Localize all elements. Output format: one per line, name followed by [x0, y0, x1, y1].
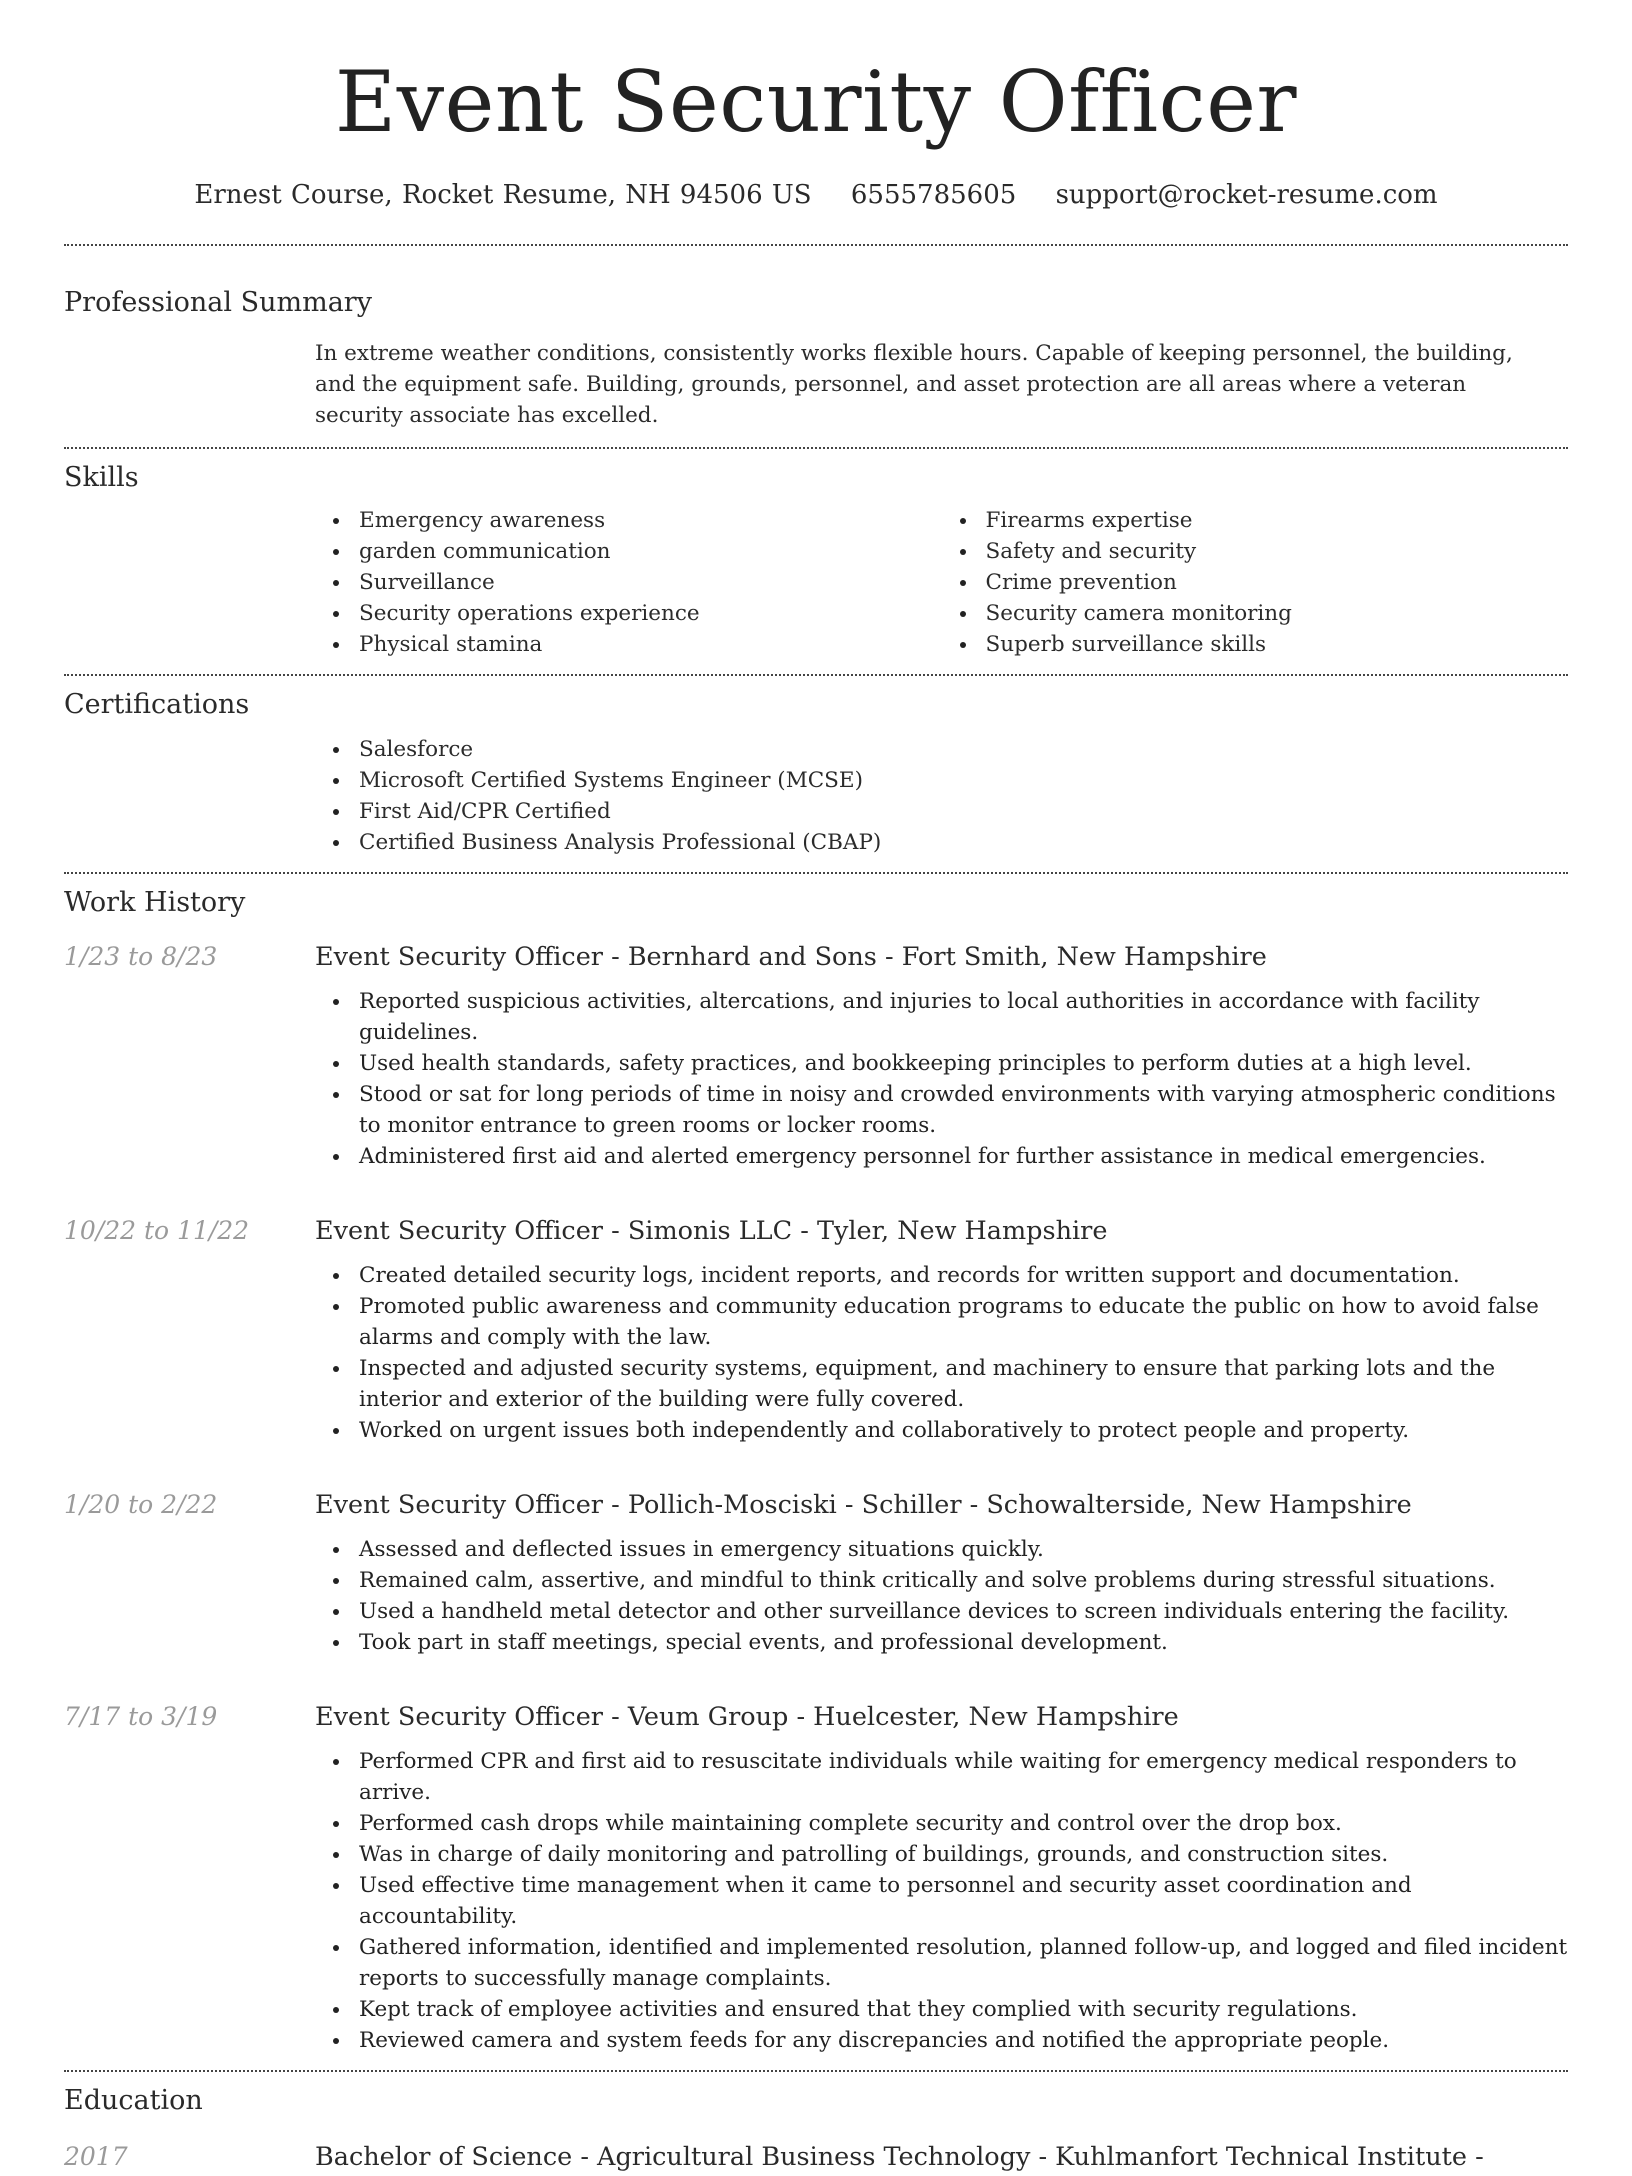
job-duty: Reported suspicious activities, altercations, and injuries to local authorities in accordance with facility guidelines.	[359, 986, 1568, 1048]
skill-item: Security camera monitoring	[986, 598, 1569, 629]
job-duties	[315, 976, 1568, 1194]
certifications-section	[64, 676, 1568, 872]
resume-header	[64, 0, 1568, 212]
job-duty: Used a handheld metal detector and other surveillance devices to screen individuals entering the facility.	[359, 1596, 1568, 1627]
job-duty: Gathered information, identified and implemented resolution, planned follow-up, and logged and filed incident reports to successfully manage complaints.	[359, 1932, 1568, 1994]
job-entry	[64, 1680, 1568, 2070]
certification-item: Microsoft Certified Systems Engineer (MCSE)	[359, 765, 1568, 796]
education-heading-line: Bachelor of Science - Agricultural Business Technology - Kuhlmanfort Technical Institute -	[315, 2142, 1484, 2172]
job-duty: Created detailed security logs, incident reports, and records for written support and documentation.	[359, 1260, 1568, 1291]
job-duty: Remained calm, assertive, and mindful to think critically and solve problems during stressful situations.	[359, 1565, 1568, 1596]
skill-item: Security operations experience	[359, 598, 942, 629]
certification-item: Certified Business Analysis Professional (CBAP)	[359, 827, 1568, 858]
job-dates: 10/22 to 11/22	[64, 1216, 250, 1245]
skill-item: Firearms expertise	[986, 505, 1569, 536]
job-entry	[64, 920, 1568, 1194]
job-heading: Event Security Officer - Veum Group - Huelcester, New Hampshire	[315, 1702, 1179, 1732]
contact-address: Ernest Course, Rocket Resume, NH 94506 US	[194, 180, 812, 210]
candidate-title: Event Security Officer	[334, 53, 1298, 151]
job-heading: Event Security Officer - Simonis LLC - Tyler, New Hampshire	[315, 1216, 1108, 1246]
job-duty: Was in charge of daily monitoring and patrolling of buildings, grounds, and construction sites.	[359, 1839, 1568, 1870]
skills-column-left	[315, 505, 942, 660]
skill-item: Physical stamina	[359, 629, 942, 660]
skill-item: Surveillance	[359, 567, 942, 598]
job-duty: Performed CPR and first aid to resuscitate individuals while waiting for emergency medical responders to arrive.	[359, 1746, 1568, 1808]
job-duty: Took part in staff meetings, special events, and professional development.	[359, 1627, 1568, 1658]
job-heading: Event Security Officer - Bernhard and Sons - Fort Smith, New Hampshire	[315, 942, 1267, 972]
job-duty: Administered first aid and alerted emergency personnel for further assistance in medical emergencies.	[359, 1141, 1568, 1172]
contact-phone: 6555785605	[850, 180, 1017, 210]
job-duty: Promoted public awareness and community education programs to educate the public on how to avoid false alarms and comply with the law.	[359, 1291, 1568, 1353]
job-duty: Worked on urgent issues both independently and collaboratively to protect people and property.	[359, 1415, 1568, 1446]
certifications-list-wrap	[315, 722, 1568, 872]
education-entry	[64, 2118, 1568, 2176]
job-duty: Reviewed camera and system feeds for any discrepancies and notified the appropriate people.	[359, 2025, 1568, 2056]
certifications-list	[315, 734, 1568, 858]
job-dates: 1/20 to 2/22	[64, 1490, 218, 1519]
contact-email: support@rocket-resume.com	[1055, 180, 1438, 210]
summary-text: In extreme weather conditions, consistently works flexible hours. Capable of keeping personnel, the building, and the equipment safe. Building, grounds, personnel, and asset protection are all areas where a veteran security associate has excelled.	[315, 341, 1513, 428]
job-duty: Assessed and deflected issues in emergency situations quickly.	[359, 1534, 1568, 1565]
job-dates: 7/17 to 3/19	[64, 1702, 218, 1731]
skills-heading: Skills	[64, 462, 139, 493]
skills-grid	[315, 495, 1568, 674]
job-dates: 1/23 to 8/23	[64, 942, 218, 971]
job-duty: Used effective time management when it came to personnel and security asset coordination and accountability.	[359, 1870, 1568, 1932]
work-history-heading: Work History	[64, 887, 246, 918]
skill-item: Superb surveillance skills	[986, 629, 1569, 660]
job-duty: Used health standards, safety practices, and bookkeeping principles to perform duties at a high level.	[359, 1048, 1568, 1079]
job-heading: Event Security Officer - Pollich-Mosciski - Schiller - Schowalterside, New Hampshire	[315, 1490, 1412, 1520]
education-heading: Education	[64, 2085, 203, 2116]
summary-section	[64, 246, 1568, 447]
certification-item: Salesforce	[359, 734, 1568, 765]
job-duty: Kept track of employee activities and ensured that they complied with security regulations.	[359, 1994, 1568, 2025]
job-duties	[315, 1250, 1568, 1468]
job-duties	[315, 1736, 1568, 2070]
skill-item: garden communication	[359, 536, 942, 567]
certification-item: First Aid/CPR Certified	[359, 796, 1568, 827]
education-section	[64, 2072, 1568, 2176]
job-entry	[64, 1468, 1568, 1680]
work-history-section	[64, 874, 1568, 2070]
job-entry	[64, 1194, 1568, 1468]
job-duty: Inspected and adjusted security systems, equipment, and machinery to ensure that parking lots and the interior and exterior of the building were fully covered.	[359, 1353, 1568, 1415]
summary-heading: Professional Summary	[64, 287, 372, 318]
skill-item: Crime prevention	[986, 567, 1569, 598]
certifications-heading: Certifications	[64, 689, 250, 720]
job-duty: Performed cash drops while maintaining complete security and control over the drop box.	[359, 1808, 1568, 1839]
contact-line	[64, 178, 1568, 212]
job-duties	[315, 1524, 1568, 1680]
skills-column-right	[942, 505, 1569, 660]
skill-item: Safety and security	[986, 536, 1569, 567]
job-duty: Stood or sat for long periods of time in noisy and crowded environments with varying atmospheric conditions to monitor entrance to green rooms or locker rooms.	[359, 1079, 1568, 1141]
education-year: 2017	[64, 2142, 128, 2171]
skills-section	[64, 449, 1568, 674]
skill-item: Emergency awareness	[359, 505, 942, 536]
